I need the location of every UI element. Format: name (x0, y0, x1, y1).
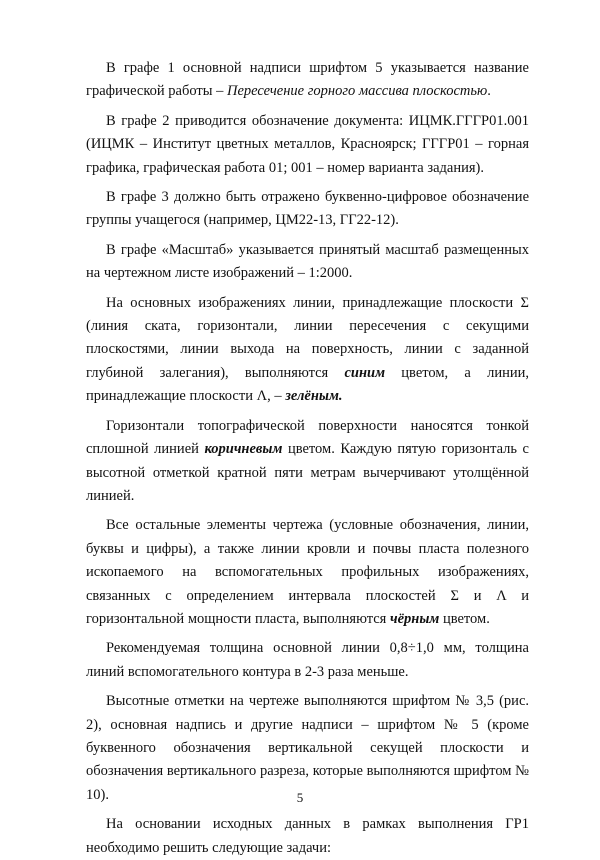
page-number: 5 (296, 790, 304, 805)
paragraph-scale: В графе «Масштаб» указывается принятый масштаб размещенных на чертежном листе изображений – 1:2000. (86, 241, 529, 282)
work-title: Пересечение горного массива плоскостью (226, 83, 488, 100)
paragraph-title-block-field-2: В графе 2 приводится обозначение документа: ИЦМК.ГГГР01.001 (ИЦМК – Институт цветных металлов, Красноярск; ГГГР01 – горная графика, графическая работа 01; 001 – номер варианта задания). (86, 112, 529, 176)
paragraph-title-block-field-3: В графе 3 должно быть отражено буквенно-цифровое обозначение группы учащегося (например, ЦМ22-13, ГГ22-12). (86, 189, 529, 229)
paragraph-fonts: Высотные отметки на чертеже выполняются шрифтом № 3,5 (рис. 2), основная надпись и другие надписи – шрифтом № 5 (кроме буквенного обозначения вертикальной секущей плоскости и обозначения вертикального разреза, которые выполняются шрифтом № 10). (86, 693, 529, 803)
color-word-green: зелёным. (285, 388, 343, 405)
color-word-blue: синим (344, 364, 386, 381)
paragraph-tasks-intro: На основании исходных данных в рамках выполнения ГР1 необходимо решить следующие задачи: (86, 816, 529, 856)
color-word-brown: коричневым (204, 441, 283, 458)
page-body (86, 57, 529, 860)
color-word-black: чёрным (389, 610, 440, 627)
paragraph-other-elements: Все остальные элементы чертежа (условные обозначения, линии, буквы и цифры), а также линии кровли и почвы пласта полезного ископаемого на вспомогательных профильных изображениях, связанных с определением интервала плоскостей Σ и Λ и горизонтальной мощности пласта, выполняются чёрным цветом. (86, 517, 529, 627)
paragraph-contour-lines: Горизонтали топографической поверхности наносятся тонкой сплошной линией коричневым цветом. Каждую пятую горизонталь с высотной отметкой кратной пяти метрам вычерчивают утолщённой линией. (86, 417, 529, 504)
paragraph-line-colors: На основных изображениях линии, принадлежащие плоскости Σ (линия ската, горизонтали, линии пересечения с секущими плоскостями, линии выхода на поверхность, линии с заданной глубиной залегания), выполняются синим цветом, а линии, принадлежащие плоскости Λ, – зелёным. (86, 294, 530, 405)
paragraph-line-thickness: Рекомендуемая толщина основной линии 0,8÷1,0 мм, толщина линий вспомогательного контура в 2-3 раза меньше. (86, 640, 529, 680)
paragraph-title-block-field-1: В графе 1 основной надписи шрифтом 5 указывается название графической работы – Пересечение горного массива плоскостью. (86, 60, 529, 100)
